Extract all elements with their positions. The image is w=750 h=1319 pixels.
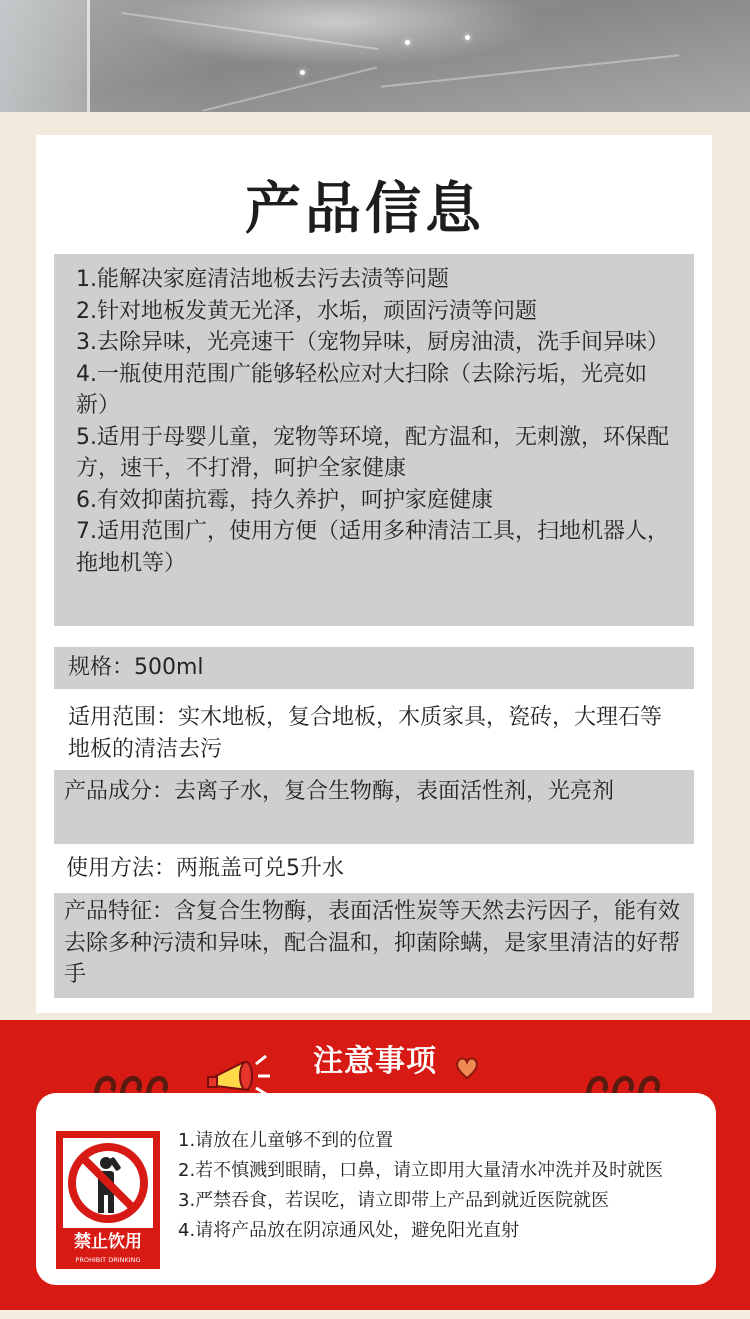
feature-item: 7.适用范围广，使用方便（适用多种清洁工具，扫地机器人，拖地机等） <box>76 519 669 576</box>
sign-label: 禁止饮用 <box>74 1232 142 1252</box>
notice-title: 注意事项 <box>313 1044 437 1079</box>
marble-vein <box>202 66 377 111</box>
ingredients-row: 产品成分：去离子水，复合生物酶，表面活性剂，光亮剂 <box>54 770 694 844</box>
notice-item: 3.严禁吞食，若误吃，请立即带上产品到就近医院就医 <box>178 1190 610 1211</box>
notice-item: 2.若不慎溅到眼睛，口鼻，请立即用大量清水冲洗并及时就医 <box>178 1160 664 1181</box>
notice-list <box>178 1126 702 1246</box>
feature-list <box>54 254 694 626</box>
sparkle <box>405 40 410 45</box>
character-row: 产品特征：含复合生物酶，表面活性炭等天然去污因子，能有效去除多种污渍和异味，配合温和，抑菌除螨，是家里清洁的好帮手 <box>54 893 694 998</box>
notice-item: 4.请将产品放在阴凉通风处，避免阳光直射 <box>178 1220 520 1241</box>
bottom-strip <box>0 1310 750 1319</box>
marble-vein <box>381 54 680 87</box>
feature-item: 5.适用于母婴儿童，宠物等环境，配方温和，无刺激，环保配方，速干，不打滑，呵护全家健康 <box>76 424 669 481</box>
feature-item: 6.有效抑菌抗霉，持久养护，呵护家庭健康 <box>76 487 493 513</box>
page-title: 产品信息 <box>245 177 485 242</box>
sparkle <box>300 70 305 75</box>
notice-item: 1.请放在儿童够不到的位置 <box>178 1130 394 1151</box>
feature-item: 1.能解决家庭清洁地板去污去渍等问题 <box>76 267 449 292</box>
feature-item: 3.去除异味，光亮速干（宠物异味，厨房油渍，洗手间异味） <box>76 330 669 355</box>
usage-row: 使用方法：两瓶盖可兑5升水 <box>66 856 344 881</box>
spec-row: 规格：500ml <box>54 647 694 689</box>
sign-label-en: PROHIBIT DRINKING <box>75 1256 141 1264</box>
no-drinking-sign-icon <box>56 1131 160 1269</box>
heart-icon <box>453 1054 481 1080</box>
floor-photo <box>0 0 750 112</box>
feature-item: 4.一瓶使用范围广能够轻松应对大扫除（去除污垢，光亮如新） <box>76 361 647 418</box>
sparkle <box>465 35 470 40</box>
feature-item: 2.针对地板发黄无光泽，水垢，顽固污渍等问题 <box>76 298 537 324</box>
glass-door-reflection <box>0 0 90 112</box>
scope-row: 适用范围：实木地板，复合地板，木质家具，瓷砖，大理石等地板的清洁去污 <box>68 705 663 762</box>
megaphone-icon <box>206 1050 272 1098</box>
marble-vein <box>121 12 379 50</box>
